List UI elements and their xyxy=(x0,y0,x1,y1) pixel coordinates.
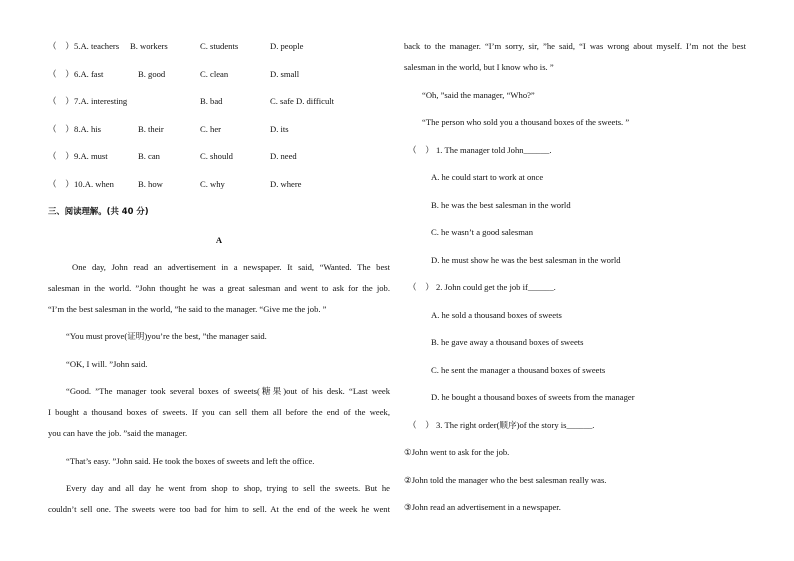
option-b: B. how xyxy=(138,179,163,189)
passage-line: couldn’t sell one. The sweets were too bad for him to sell. At the end of the week he went xyxy=(48,504,390,514)
answer-paren: （ ） xyxy=(408,420,434,430)
question-3 xyxy=(408,420,594,431)
passage-line: “The person who sold you a thousand boxes of the sweets. ” xyxy=(422,117,630,127)
passage-line: you can have the job. ”said the manager. xyxy=(48,428,188,438)
question-1 xyxy=(408,145,551,156)
order-item: ②John told the manager who the best salesman really was. xyxy=(404,475,607,485)
option-a: 8.A. his xyxy=(74,124,101,134)
passage-line: One day, John read an advertisement in a newspaper. It said, “Wanted. The best xyxy=(72,262,390,272)
option-c: C. students xyxy=(200,41,239,51)
question-option: D. he bought a thousand boxes of sweets from the manager xyxy=(431,392,635,402)
option-a: 5.A. teachers xyxy=(74,41,120,51)
option-c: C. her xyxy=(200,124,222,134)
passage-line: “You must prove(证明)you’re the best, ”the manager said. xyxy=(66,331,267,341)
question-option: B. he was the best salesman in the world xyxy=(431,200,571,210)
question-option: C. he sent the manager a thousand boxes of sweets xyxy=(431,365,606,375)
option-c: C. should xyxy=(200,151,233,161)
question-2 xyxy=(408,282,556,293)
answer-paren: （ ） xyxy=(48,151,74,161)
question-stem: 1. The manager told John______. xyxy=(435,145,552,155)
passage-line: “That’s easy. ”John said. He took the boxes of sweets and left the office. xyxy=(66,456,315,466)
option-c: C. why xyxy=(200,179,225,189)
option-a: 6.A. fast xyxy=(74,69,104,79)
question-option: A. he could start to work at once xyxy=(431,172,544,182)
answer-paren: （ ） xyxy=(48,179,74,189)
passage-line: I bought a thousand boxes of sweets. If you can sell them all before the end of the week, xyxy=(48,407,390,417)
answer-paren: （ ） xyxy=(48,41,74,51)
option-a: 9.A. must xyxy=(74,151,108,161)
passage-line: “OK, I will. ”John said. xyxy=(66,359,148,369)
passage-line: salesman in the world, but I know who is. ” xyxy=(404,62,554,72)
question-option: A. he sold a thousand boxes of sweets xyxy=(431,310,562,320)
option-b: B. bad xyxy=(200,96,223,106)
answer-paren: （ ） xyxy=(48,96,74,106)
passage-line: “Oh, ”said the manager, “Who?” xyxy=(422,90,535,100)
option-c-d: C. safe D. difficult xyxy=(270,96,335,106)
passage-label: A xyxy=(215,235,223,245)
answer-paren: （ ） xyxy=(48,69,74,79)
option-d: D. people xyxy=(270,41,304,51)
option-d: D. where xyxy=(270,179,302,189)
option-b: B. good xyxy=(138,69,166,79)
answer-paren: （ ） xyxy=(48,124,74,134)
option-b: B. can xyxy=(138,151,160,161)
passage-line: “I’m the best salesman in the world, ”he said to the manager. “Give me the job. ” xyxy=(48,304,327,314)
question-stem: 3. The right order(顺序)of the story is______. xyxy=(435,420,595,430)
answer-paren: （ ） xyxy=(408,282,434,292)
option-a: 10.A. when xyxy=(74,179,114,189)
option-b: B. their xyxy=(138,124,164,134)
option-b: B. workers xyxy=(130,41,168,51)
option-a: 7.A. interesting xyxy=(74,96,128,106)
answer-paren: （ ） xyxy=(408,145,434,155)
option-d: D. need xyxy=(270,151,297,161)
order-item: ③John read an advertisement in a newspaper. xyxy=(404,502,561,512)
option-d: D. its xyxy=(270,124,289,134)
option-d: D. small xyxy=(270,69,300,79)
question-option: C. he wasn’t a good salesman xyxy=(431,227,533,237)
question-option: B. he gave away a thousand boxes of sweets xyxy=(431,337,584,347)
passage-line: salesman in the world. ”John thought he was a great salesman and went to ask for the job. xyxy=(48,283,390,293)
section-title: 三、阅读理解。(共 40 分) xyxy=(48,206,149,216)
question-option: D. he must show he was the best salesman in the world xyxy=(431,255,621,265)
order-item: ①John went to ask for the job. xyxy=(404,447,510,457)
question-stem: 2. John could get the job if______. xyxy=(435,282,556,292)
passage-line: “Good. ”The manager took several boxes of sweets(糖果)out of his desk. “Last week xyxy=(66,386,390,396)
option-c: C. clean xyxy=(200,69,229,79)
passage-line: back to the manager. “I’m sorry, sir, ”he said, “I was wrong about myself. I’m not the best xyxy=(404,41,746,51)
passage-line: Every day and all day he went from shop to shop, trying to sell the sweets. But he xyxy=(66,483,390,493)
